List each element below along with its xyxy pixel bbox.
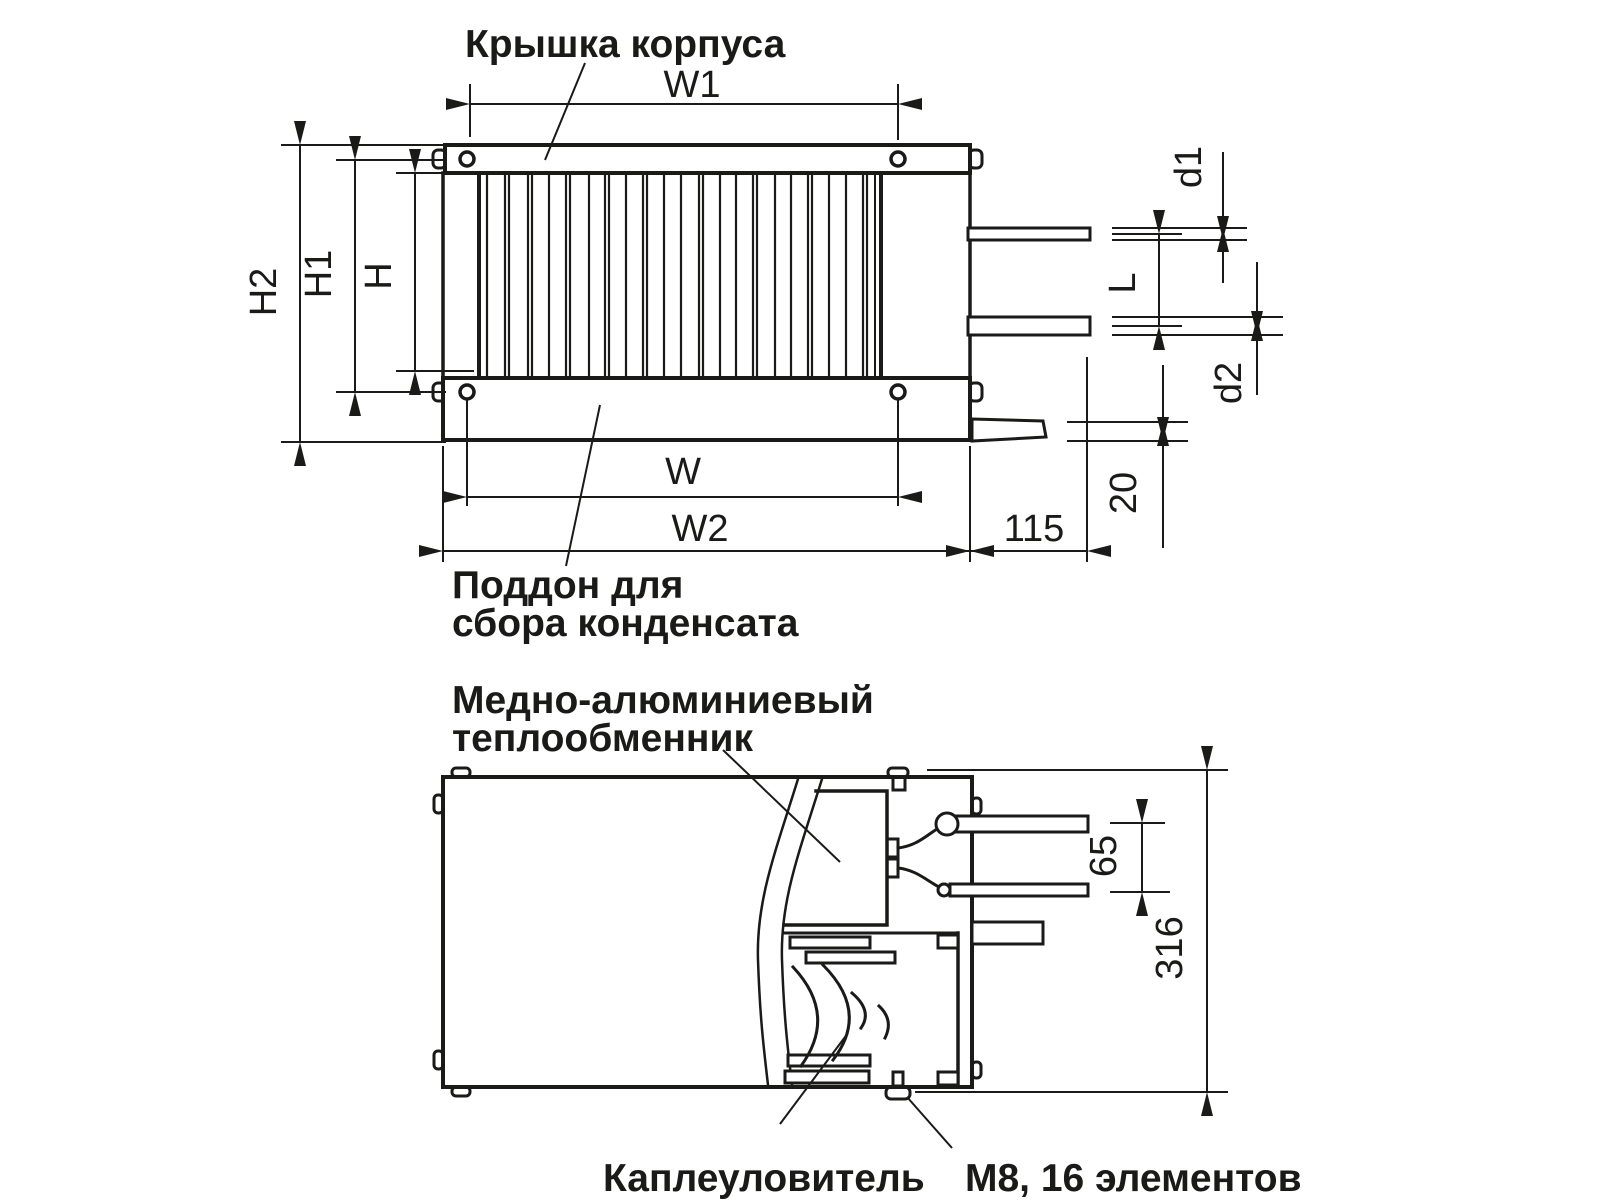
drip-vane (823, 965, 849, 1060)
drip-label: Каплеуловитель (603, 1157, 925, 1200)
front-view-dimensions (243, 64, 1283, 562)
leader-m8 (907, 1097, 952, 1148)
lug (452, 1087, 470, 1096)
dim-l-label: L (1102, 272, 1144, 294)
dim-20-label: 20 (1103, 471, 1145, 515)
lug (972, 1062, 981, 1078)
pipe-ball-joint (938, 884, 950, 896)
hx-tube-bend (898, 868, 939, 887)
dim-w-label: W (665, 451, 701, 493)
pipe-upper (968, 228, 1090, 240)
dim-65-label: 65 (1083, 834, 1125, 878)
pipe-lower-top (950, 884, 1088, 896)
dim-h-label: H (358, 262, 400, 290)
leader-heat-exchanger (723, 750, 840, 862)
lug (434, 1051, 443, 1069)
dim-115-label: 115 (1003, 508, 1065, 550)
m8-label: М8, 16 элементов (965, 1157, 1302, 1200)
pipe-upper-top (956, 816, 1088, 832)
inner-tab (893, 1072, 903, 1086)
lug (452, 768, 470, 777)
drip-vane (852, 993, 865, 1028)
louver-bar (790, 937, 870, 948)
pipe-lower (968, 317, 1090, 335)
hx-label-line1: Медно-алюминиевый (452, 679, 874, 722)
dim-h1-label: H1 (298, 249, 340, 299)
louver-bar (788, 1055, 870, 1066)
louver-bar (806, 952, 895, 963)
drip-vane (793, 967, 818, 1066)
pipe-ball-joint (936, 813, 958, 835)
chamber-block (938, 935, 958, 948)
lug (972, 798, 981, 814)
tray-label-line1: Поддон для (452, 564, 684, 607)
coil-fins (487, 176, 867, 375)
tray-label-line2: сбора конденсата (452, 602, 799, 645)
chamber-block (938, 1072, 958, 1085)
top-view (434, 768, 1088, 1099)
dim-h2-label: H2 (243, 267, 285, 317)
louver-bar (785, 1071, 869, 1083)
dim-w1-label: W1 (663, 64, 721, 106)
drain-pipe (972, 419, 1046, 441)
housing-body (443, 173, 970, 378)
drip-vane (879, 1006, 888, 1038)
dim-d1-label: d1 (1168, 145, 1210, 189)
dim-316-label: 316 (1149, 916, 1191, 980)
drain-pipe-top (972, 922, 1043, 944)
dim-d2-label: d2 (1208, 361, 1250, 405)
dim-w2-label: W2 (671, 508, 729, 550)
hx-label-line2: теплообменник (452, 717, 753, 760)
hx-tube-bend (898, 829, 937, 848)
front-view (433, 145, 1090, 441)
cover-label: Крышка корпуса (465, 23, 786, 66)
lug (434, 795, 443, 813)
